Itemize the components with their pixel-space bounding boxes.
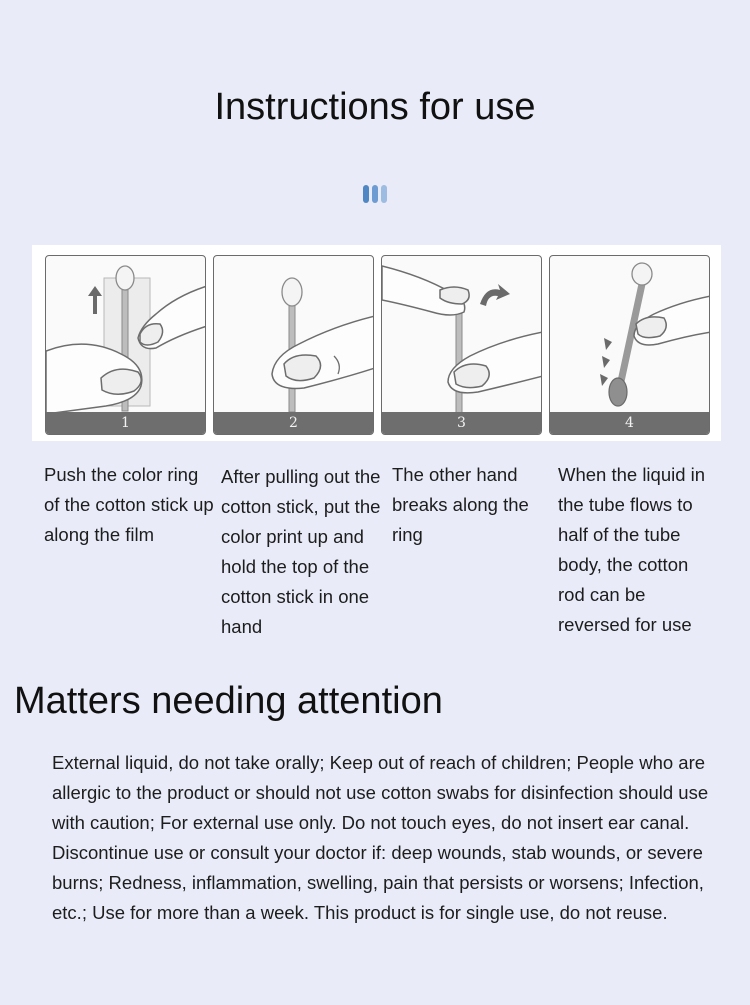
step-4-number: 4 [550, 412, 709, 434]
bar-2 [372, 185, 378, 203]
step-3-number: 3 [382, 412, 541, 434]
reverse-stick-illustration-icon [550, 256, 710, 414]
hold-stick-illustration-icon [214, 256, 374, 414]
push-ring-illustration-icon [46, 256, 206, 414]
step-3-caption: The other hand breaks along the ring [392, 464, 529, 545]
step-2-number: 2 [214, 412, 373, 434]
step-2-caption: After pulling out the cotton stick, put the color print up and hold the top of the cotton stick in one hand [221, 466, 381, 637]
step-4-illustration [549, 255, 710, 435]
attention-heading: Matters needing attention [14, 680, 443, 722]
decorative-bars-icon [363, 185, 391, 203]
instruction-illustration-strip [32, 245, 721, 441]
step-4-caption: When the liquid in the tube flows to half of the tube body, the cotton rod can be reversed for use [558, 464, 706, 635]
step-2-illustration [213, 255, 374, 435]
break-ring-illustration-icon [382, 256, 542, 414]
page-title: Instructions for use [214, 86, 536, 128]
bar-1 [363, 185, 369, 203]
step-1-caption: Push the color ring of the cotton stick up along the film [44, 464, 214, 545]
bar-3 [381, 185, 387, 203]
step-1-number: 1 [46, 412, 205, 434]
attention-body: External liquid, do not take orally; Keep out of reach of children; People who are allergic to the product or should not use cotton swabs for disinfection should use with caution; For external use only. Do not touch eyes, do not insert ear canal. Discontinue use or consult your doctor if: deep wounds, stab wounds, or severe burns; Redness, inflammation, swelling, pain that persists or worsens; Infection, etc.; Use for more than a week. This product is for single use, do not reuse. [52, 752, 709, 923]
step-1-illustration [45, 255, 206, 435]
step-3-illustration [381, 255, 542, 435]
